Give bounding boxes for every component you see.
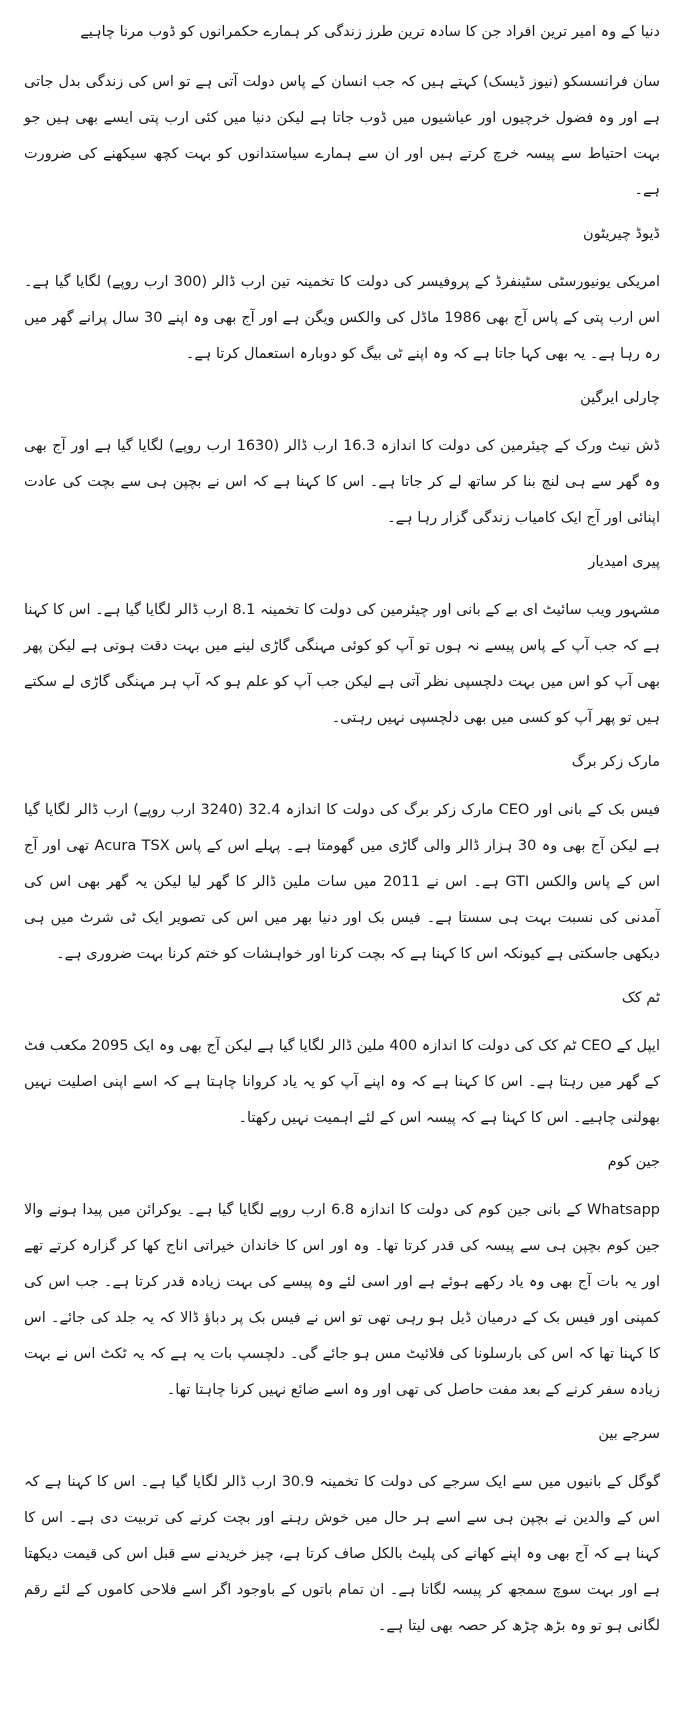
person-name: ٹم کک [621,990,660,1006]
intro-paragraph: سان فرانسسکو (نیوز ڈیسک) کہتے ہیں کہ جب انسان کے پاس دولت آتی ہے تو اس کی زندگی بدل جاتی ہے اور وہ فضول خرچیوں اور عیاشیوں میں ڈوب جاتا ہے لیکن دنیا میں کئی ارب پتی ایسے بھی ہیں جو بہت احتیاط سے پیسہ خرچ کرتے ہیں اور ان سے ہمارے سیاستدانوں کو بہت کچھ سیکھنے کی ضرورت ہے۔ [24,74,660,198]
person-name: سرجے بین [598,1426,660,1442]
person-paragraph: Whatsapp کے بانی جین کوم کی دولت کا اندازہ 6.8 ارب روپے لگایا گیا ہے۔ یوکرائن میں پیدا ہونے والا جین کوم بچپن ہی سے پیسہ کی قدر کرتا تھا۔ وہ اور اس کا خاندان خیراتی اناج کھا کر گزارہ کرتے تھے اور یہ بات آج بھی وہ یاد رکھے ہوئے ہے اور اسی لئے وہ پیسے کی بہت زیادہ قدر کرتا ہے۔ جب اس کی کمپنی اور فیس بک کے درمیان ڈیل ہو رہی تھی تو اس نے فیس بک پر دباؤ ڈالا کہ یہ جلد کی جائے۔ اس کا کہنا تھا کہ اس کی بارسلونا کی فلائیٹ مس ہو جائے گی۔ دلچسپ بات یہ ہے کہ یہ ٹکٹ اس نے بہت زیادہ سفر کرنے کے بعد مفت حاصل کی تھی اور وہ اسے ضائع نہیں کرنا چاہتا تھا۔ [24,1202,660,1398]
section-sergey-brin [24,1422,660,1644]
section-jan-koum [24,1150,660,1408]
section-charlie-ergen [24,386,660,536]
person-name: جین کوم [607,1154,660,1170]
person-paragraph: مشہور ویب سائیٹ ای بے کے بانی اور چیئرمین کی دولت کا تخمینہ 8.1 ارب ڈالر لگایا گیا ہے۔ اس کا کہنا ہے کہ جب آپ کے پاس پیسے نہ ہوں تو آپ کو کوئی مہنگی گاڑی لینے میں بہت دقت ہوتی ہے لیکن پھر بھی آپ کو اس میں بہت دلچسپی نظر آتی ہے لیکن جب آپ کو علم ہو کہ آپ ہر مہنگی گاڑی لے سکتے ہیں تو پھر آپ کو کسی میں بھی دلچسپی نہیں رہتی۔ [24,602,660,726]
person-paragraph: گوگل کے بانیوں میں سے ایک سرجے کی دولت کا تخمینہ 30.9 ارب ڈالر لگایا گیا ہے۔ اس کا کہنا ہے کہ اس کے والدین نے بچپن ہی سے اسے ہر حال میں خوش رہنے اور بچت کرنے کی تربیت دی ہے۔ اس کا کہنا ہے کہ آج بھی وہ اپنے کھانے کی پلیٹ بالکل صاف کرتا ہے، چیز خریدنے سے قبل اس کی قیمت دیکھتا ہے اور بہت سوچ سمجھ کر پیسہ لگاتا ہے۔ ان تمام باتوں کے باوجود اگر اسے فلاحی کاموں کے لئے رقم لگانی ہو تو وہ بڑھ چڑھ کر حصہ بھی لیتا ہے۔ [24,1474,661,1634]
person-name: پیری امیدیار [588,554,660,570]
section-pierre-omidyar [24,550,660,736]
person-name: چارلی ایرگین [580,390,660,406]
person-name: ڈیوڈ چیریٹون [583,226,660,242]
person-paragraph: امریکی یونیورسٹی سٹینفرڈ کے پروفیسر کی دولت کا تخمینہ تین ارب ڈالر (300 ارب روپے) لگایا گیا ہے۔ اس ارب پتی کے پاس آج بھی 1986 ماڈل کی والکس ویگن ہے اور آج بھی وہ اپنے 30 سال پرانے گھر میں رہ رہا ہے۔ یہ بھی کہا جاتا ہے کہ وہ اپنے ٹی بیگ کو دوبارہ استعمال کرتا ہے۔ [24,274,661,362]
person-paragraph: ڈش نیٹ ورک کے چیئرمین کی دولت کا اندازہ 16.3 ارب ڈالر (1630 ارب روپے) لگایا گیا ہے اور آج بھی وہ گھر سے ہی لنچ بنا کر ساتھ لے کر جاتا ہے۔ اس کا کہنا ہے کہ اس نے بچپن ہی سے بچت کی عادت اپنائی اور آج ایک کامیاب زندگی گزار رہا ہے۔ [24,438,660,526]
section-david-cheriton [24,222,660,372]
section-mark-zuckerberg [24,750,660,972]
article-headline: دنیا کے وہ امیر ترین افراد جن کا سادہ ترین طرز زندگی کر ہمارے حکمرانوں کو ڈوب مرنا چاہیے [80,24,660,40]
person-paragraph: ایپل کے CEO ٹم کک کی دولت کا اندازہ 400 ملین ڈالر لگایا گیا ہے لیکن آج بھی وہ ایک 2095 مکعب فٹ کے گھر میں رہتا ہے۔ اس کا کہنا ہے کہ وہ اپنے آپ کو یہ یاد کروانا چاہتا ہے کہ اسے اپنی اصلیت نہیں بھولنی چاہیے۔ اس کا کہنا ہے کہ پیسہ اس کے لئے اہمیت نہیں رکھتا۔ [24,1038,660,1126]
section-tim-cook [24,986,660,1136]
person-paragraph: فیس بک کے بانی اور CEO مارک زکر برگ کی دولت کا اندازہ 32.4 (3240 ارب روپے) ارب ڈالر لگایا گیا ہے لیکن آج بھی وہ 30 ہزار ڈالر والی گاڑی میں گھومتا ہے۔ پہلے اس کے پاس Acura TSX تھی اور آج اس کے پاس والکس GTI ہے۔ اس نے 2011 میں سات ملین ڈالر کا گھر لیا لیکن یہ گھر بھی اس کی آمدنی کی نسبت بہت ہی سستا ہے۔ فیس بک اور دنیا بھر میں اس کی تصویر ایک ٹی شرٹ میں ہی دیکھی جاسکتی ہے کیونکہ اس کا کہنا ہے کہ بچت کرنا اور خواہشات کو ختم کرنا بہت ضروری ہے۔ [24,802,661,962]
person-name: مارک زکر برگ [571,754,660,770]
